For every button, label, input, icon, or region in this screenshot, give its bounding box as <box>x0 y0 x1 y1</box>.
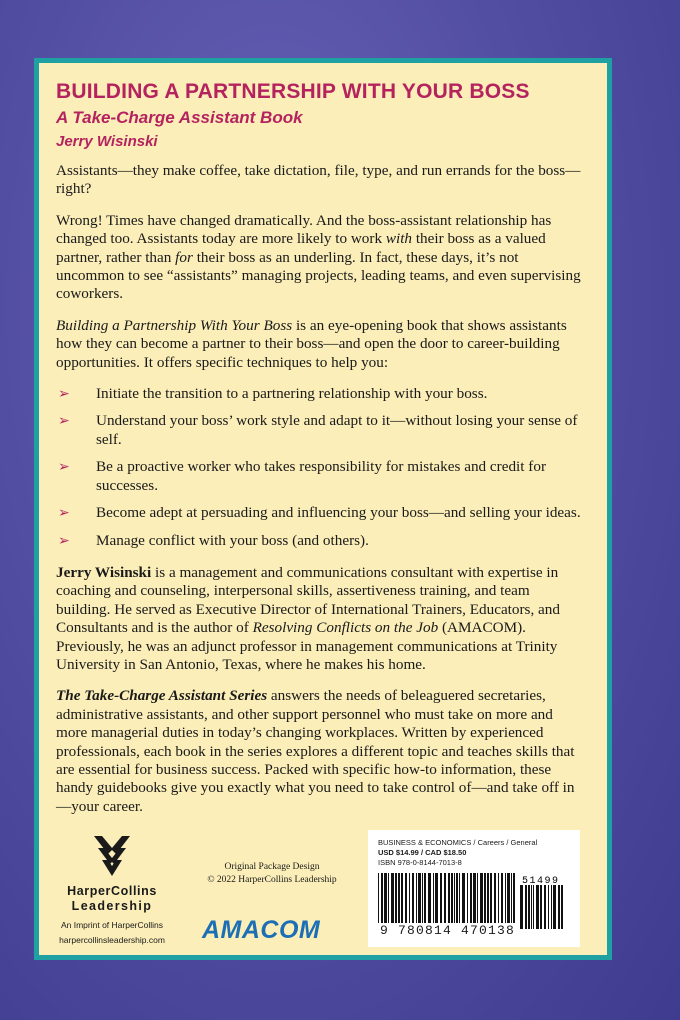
changes-text-b: their boss as a valued partner, rather than <box>56 230 546 266</box>
barcode-stripe <box>548 885 549 929</box>
barcode-stripe <box>384 873 387 923</box>
barcode-stripe <box>395 873 397 923</box>
barcode-stripe <box>401 873 403 923</box>
barcode-stripe <box>484 873 486 923</box>
barcode-stripe <box>448 873 450 923</box>
bio-author-name: Jerry Wisinski <box>56 563 152 581</box>
barcode-stripe <box>422 873 423 923</box>
barcode-stripe <box>381 873 383 923</box>
amacom-logo: AMACOM <box>202 916 321 944</box>
barcode-stripe <box>511 873 512 923</box>
list-item <box>56 385 584 403</box>
barcode-stripe <box>513 873 515 923</box>
barcode-stripe <box>440 873 442 923</box>
publisher-imprint: An Imprint of HarperCollins <box>60 920 164 930</box>
barcode-stripe <box>505 873 506 923</box>
list-item <box>56 532 584 550</box>
list-item <box>56 458 584 495</box>
barcode-stripe <box>501 873 503 923</box>
book-title: BUILDING A PARTNERSHIP WITH YOUR BOSS <box>56 80 530 103</box>
barcode-stripe <box>462 873 465 923</box>
barcode-stripe <box>544 885 546 929</box>
blurb-body <box>56 162 584 829</box>
barcode-stripe <box>444 873 446 923</box>
barcode-stripe <box>536 885 539 929</box>
list-item-text: Manage conflict with your boss (and others). <box>96 531 369 549</box>
barcode-stripe <box>433 873 434 923</box>
barcode-stripe <box>412 873 414 923</box>
barcode-stripe <box>525 885 527 929</box>
harpercollins-flame-icon <box>92 834 132 878</box>
barcode-stripe <box>520 885 523 929</box>
barcode-stripe <box>424 873 426 923</box>
barcode-stripe <box>477 873 478 923</box>
bio-book-title: Resolving Conflicts on the Job <box>252 619 439 637</box>
barcode-stripe <box>487 873 489 923</box>
barcode-label <box>368 830 580 947</box>
book-author: Jerry Wisinski <box>56 133 158 150</box>
barcode-stripe <box>551 885 552 929</box>
barcode-stripe <box>454 873 455 923</box>
barcode-stripe <box>533 885 534 929</box>
list-item-text: Understand your boss’ work style and adapt to it—without losing your sense of self. <box>96 412 578 448</box>
barcode-stripe <box>558 885 560 929</box>
book-description-text: is an eye-opening book that shows assistants how they can become a partner to their boss—and open the door to career-building opportunities. It offers specific techniques to help you: <box>56 316 567 371</box>
bio-text-b: (AMACOM). Previously, he was an adjunct professor in management communications at Trinity University in San Antonio, Texas, where he makes his home. <box>56 619 558 673</box>
changes-emph-for: for <box>175 248 193 266</box>
list-item-text: Become adept at persuading and influencing your boss—and selling your ideas. <box>96 504 581 522</box>
barcode-digits: 9 780814 470138 <box>380 923 516 938</box>
barcode-bars <box>378 873 516 923</box>
barcode-stripe <box>409 873 410 923</box>
book-description-paragraph <box>56 317 584 372</box>
barcode-stripe <box>480 873 483 923</box>
barcode-stripe <box>418 873 421 923</box>
barcode-stripe <box>398 873 400 923</box>
changes-text-a: Wrong! Times have changed dramatically. And the boss-assistant relationship has changed too. Assistants today are more likely to work <box>56 211 552 248</box>
arrow-bullet-icon: ➢ <box>58 413 70 430</box>
barcode-addon-bars <box>520 873 566 929</box>
barcode-stripe <box>378 873 379 923</box>
publisher-logo <box>50 834 174 945</box>
series-paragraph <box>56 687 584 816</box>
barcode-stripe <box>388 873 389 923</box>
barcode-stripe <box>540 885 542 929</box>
barcode-stripe <box>561 885 563 929</box>
barcode-stripe <box>507 873 510 923</box>
barcode-addon-label: 51499 <box>522 876 560 887</box>
list-item <box>56 412 584 449</box>
series-text: answers the needs of beleaguered secretaries, administrative assistants, and other support personnel who must take on more and more managerial duties in today’s changing workplaces. Written by experienced professionals, each book in the series explores a different topic and teaches skills that are essential for business success. Packed with specific how-to information, these handy guidebooks give you exactly what you need to take control of—and take off in—your career. <box>56 687 575 815</box>
series-name: The Take-Charge Assistant Series <box>56 687 268 705</box>
book-subtitle: A Take-Charge Assistant Book <box>56 108 303 127</box>
barcode-stripe <box>498 873 499 923</box>
publisher-name: HarperCollins <box>67 884 157 898</box>
credits-line-2: © 2022 HarperCollins Leadership <box>207 875 337 885</box>
barcode-stripe <box>451 873 453 923</box>
arrow-bullet-icon: ➢ <box>58 532 70 549</box>
list-item <box>56 504 584 522</box>
barcode-stripe <box>456 873 458 923</box>
barcode-stripe <box>428 873 431 923</box>
credits-line-1: Original Package Design <box>224 862 320 872</box>
changes-emph-with: with <box>385 230 413 248</box>
barcode-stripe <box>467 873 468 923</box>
barcode-stripe <box>528 885 530 929</box>
arrow-bullet-icon: ➢ <box>58 505 70 522</box>
design-credits <box>192 861 352 887</box>
barcode-stripe <box>405 873 407 923</box>
barcode-stripe <box>459 873 460 923</box>
arrow-bullet-icon: ➢ <box>58 459 70 476</box>
barcode-stripe <box>473 873 476 923</box>
barcode-stripe <box>470 873 472 923</box>
barcode-stripe <box>416 873 417 923</box>
list-item-text: Initiate the transition to a partnering relationship with your boss. <box>96 385 488 403</box>
bio-text-a: is a management and communications consultant with expertise in coaching and counseling, interpersonal skills, assertiveness training, and team building. He served as Executive Director of International Trainers, Educators, and Consultants and is the author of <box>56 563 560 637</box>
barcode-stripe <box>391 873 394 923</box>
book-title-inline: Building a Partnership With Your Boss <box>56 316 293 334</box>
barcode-stripe <box>531 885 532 929</box>
intro-paragraph: Assistants—they make coffee, take dictation, file, type, and run errands for the boss—right? <box>56 162 581 198</box>
list-item-text: Be a proactive worker who takes responsibility for mistakes and credit for successes. <box>96 458 547 494</box>
barcode-stripe <box>490 873 492 923</box>
barcode-stripe <box>494 873 496 923</box>
techniques-list <box>56 385 584 550</box>
author-bio-paragraph <box>56 564 584 674</box>
barcode-stripe <box>435 873 438 923</box>
publisher-sub: Leadership <box>71 899 153 913</box>
barcode-isbn: ISBN 978-0-8144-7013-8 <box>378 858 462 867</box>
changes-text-c: their boss as an underling. In fact, these days, it’s not uncommon to see “assistants” managing projects, leading teams, and even supervising coworkers. <box>56 248 581 303</box>
arrow-bullet-icon: ➢ <box>58 386 70 403</box>
barcode-category: BUSINESS & ECONOMICS / Careers / General <box>378 838 538 847</box>
barcode-stripe <box>553 885 556 929</box>
publisher-url: harpercollinsleadership.com <box>59 935 165 945</box>
changes-paragraph <box>56 212 584 304</box>
barcode-price: USD $14.99 / CAD $18.50 <box>378 848 467 857</box>
